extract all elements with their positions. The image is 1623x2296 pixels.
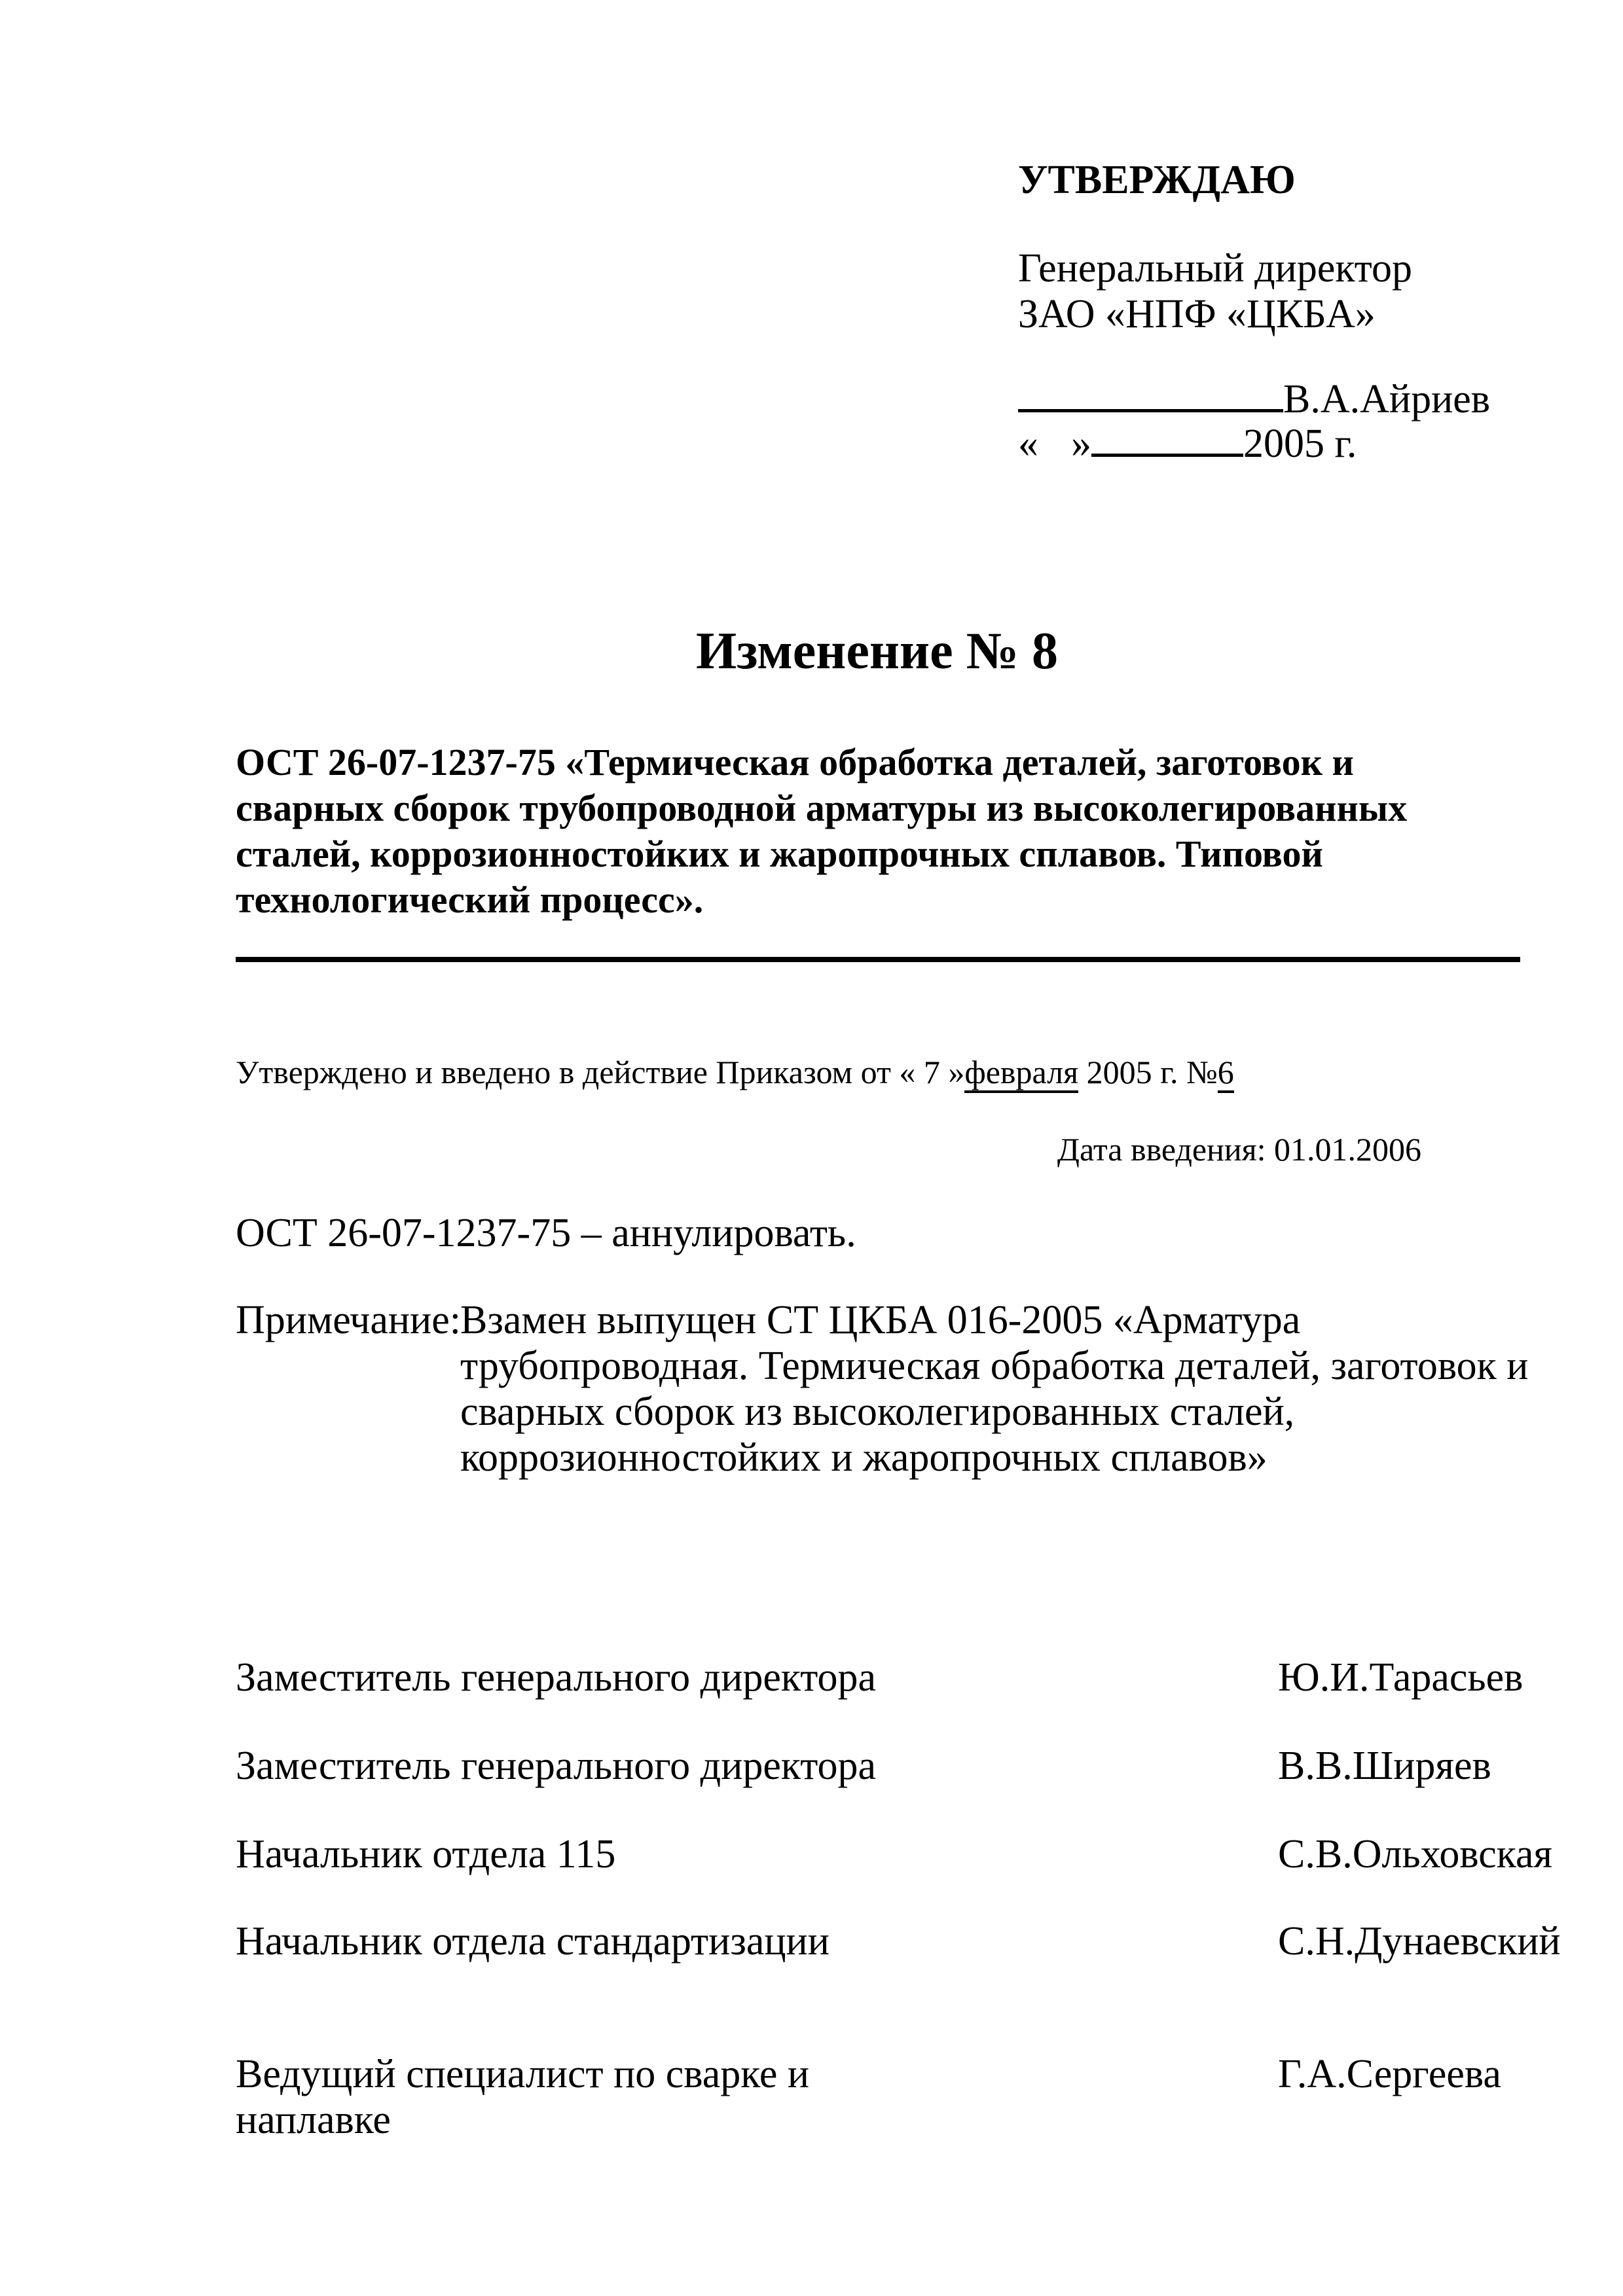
subject-line: сварных сборок трубопроводной арматуры из высоколегированных xyxy=(236,787,1408,829)
note-label: Примечание: xyxy=(236,1298,461,1342)
approval-year: 2005 г. xyxy=(1243,422,1357,466)
effective-date: Дата введения: 01.01.2006 xyxy=(1057,1131,1421,1168)
signature-name: С.Н.Дунаевский xyxy=(1278,1919,1561,1964)
approval-date-line xyxy=(1018,421,1357,467)
order-prefix: Утверждено и введено в действие Приказом от « 7 » xyxy=(236,1054,965,1090)
approval-organization: ЗАО «НПФ «ЦКБА» xyxy=(1018,292,1376,336)
note-line: трубопроводная. Термическая обработка деталей, заготовок и xyxy=(460,1344,1529,1388)
signature-blank xyxy=(1018,376,1283,412)
note-line: сварных сборок из высоколегированных сталей, xyxy=(460,1390,1295,1434)
approval-signatory: В.А.Айриев xyxy=(1283,377,1491,422)
note-text xyxy=(460,1297,1528,1480)
signature-position: Начальник отдела стандартизации xyxy=(236,1919,830,1964)
subject-line: сталей, коррозионностойких и жаропрочных сплавов. Типовой xyxy=(236,833,1323,875)
date-blank xyxy=(1091,421,1243,457)
subject-block xyxy=(236,740,1407,923)
order-number: 6 xyxy=(1218,1054,1234,1093)
signature-name: Г.А.Сергеева xyxy=(1278,2052,1501,2096)
order-year: 2005 г. № xyxy=(1078,1054,1218,1090)
signature-position: Заместитель генерального директора xyxy=(236,1655,877,1700)
note-line: коррозионностойких и жаропрочных сплавов» xyxy=(460,1435,1267,1480)
signature-name: С.В.Ольховская xyxy=(1278,1832,1552,1876)
horizontal-rule xyxy=(236,957,1520,962)
signature-position: Начальник отдела 115 xyxy=(236,1832,616,1876)
signature-name: Ю.И.Тарасьев xyxy=(1278,1655,1523,1700)
subject-line: технологический процесс». xyxy=(236,878,704,921)
date-close-quote: » xyxy=(1071,422,1091,466)
note-line: Взамен выпущен СТ ЦКБА 016-2005 «Арматура xyxy=(460,1298,1301,1342)
date-open-quote: « xyxy=(1018,422,1038,466)
approval-position: Генеральный директор xyxy=(1018,246,1412,291)
annul-text: ОСТ 26-07-1237-75 – аннулировать. xyxy=(236,1211,856,1255)
signature-position: Заместитель генерального директора xyxy=(236,1744,877,1788)
signature-position: Ведущий специалист по сварке и xyxy=(236,2052,810,2096)
signature-name: В.В.Ширяев xyxy=(1278,1744,1491,1788)
document-title: Изменение № 8 xyxy=(696,622,1058,680)
subject-line: ОСТ 26-07-1237-75 «Термическая обработка деталей, заготовок и xyxy=(236,741,1354,783)
order-line xyxy=(236,1052,1234,1093)
signature-position-line2: наплавке xyxy=(236,2098,391,2142)
order-month: февраля xyxy=(964,1054,1078,1093)
approval-signature-line xyxy=(1018,376,1490,422)
approval-heading: УТВЕРЖДАЮ xyxy=(1018,158,1296,202)
